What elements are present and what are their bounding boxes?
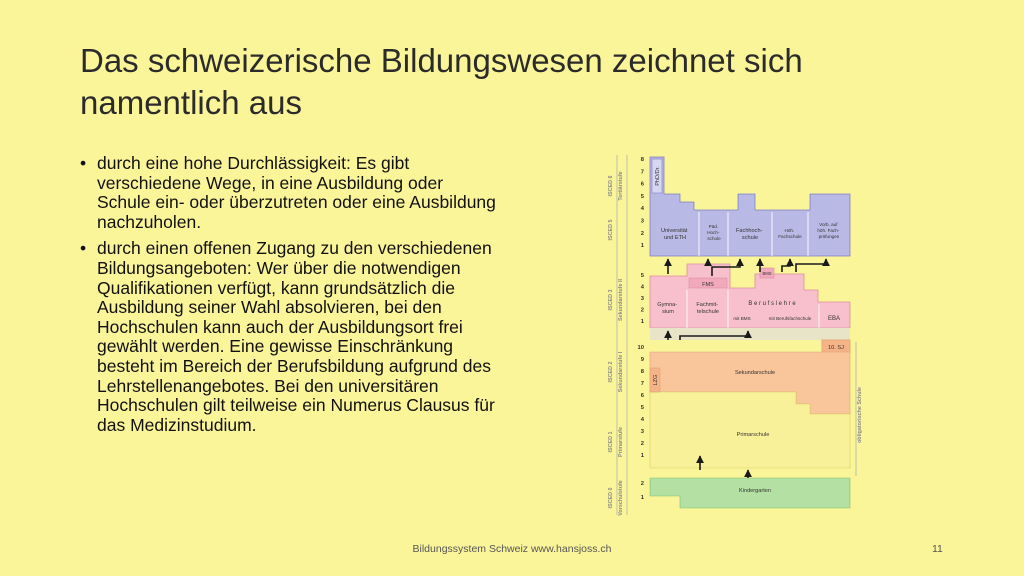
bullet-permeability: • durch eine hohe Durchlässigkeit: Es gibt verschiedene Wege, in eine Ausbildung oder Schule ein- oder überzutreten oder eine Ausbildung nachzuholen. (80, 154, 500, 232)
label-isced5: ISCED 5 (608, 219, 614, 241)
year-number-compulsory: 6 (640, 393, 644, 399)
label-sek1: Sekundarstufe I (618, 351, 624, 393)
fachmittel-label-line-1: Fachmit- (696, 302, 719, 308)
primarschule-label: Primarschule (736, 432, 770, 438)
year-numbers (638, 157, 645, 501)
eba-label: EBA (827, 316, 841, 322)
vorb-label (817, 222, 840, 239)
arrow-berufslehre-vorb (796, 259, 826, 272)
slide-footer: Bildungssystem Schweiz www.hansjoss.ch (412, 543, 612, 555)
year-number-compulsory: 5 (640, 405, 644, 411)
sekundarschule-label: Sekundarschule (734, 370, 776, 376)
year-number-compulsory: 10 (637, 345, 644, 351)
hf-label-line-2: Fachschule (778, 234, 802, 239)
bullet-open-access: • durch einen offenen Zugang zu den verschiedenen Bildungsangeboten: Wer über die notwendigen Qualifikationen verfügt, kann grundsätzlich die Ausbildung seiner Wahl absolvieren, bei den Hochschulen kann auch der Ausbildungsort frei gewählt werden. Eine gewisse Einschränkung besteht im Bereich der Berufsbildung aufgrund des Lehrstellenangebotes. Bei den universitären Hochschulen gilt teilweise ein Numerus Clausus für das Medizinstudium. (80, 239, 500, 435)
page-number: 11 (932, 543, 943, 555)
year-number-kg: 2 (640, 481, 644, 487)
year-number-compulsory: 1 (640, 453, 644, 459)
bullet-list (80, 154, 500, 442)
label-isced0: ISCED 0 (608, 487, 614, 509)
label-isced2: ISCED 2 (608, 361, 614, 383)
year-number-compulsory: 4 (640, 417, 644, 423)
ph-label-line-1: Päd. (708, 224, 719, 229)
year-number-sek2: 2 (640, 307, 644, 314)
vorb-label-line-2: höh. Fach- (817, 228, 840, 233)
phd-label: PhD/Dr. (655, 166, 661, 186)
label-isced3: ISCED 3 (608, 289, 614, 311)
uni-label-line-1: Universität (661, 228, 688, 234)
year-number-tertiary: 5 (640, 193, 644, 200)
vorb-label-line-1: Vorb. auf (819, 222, 838, 227)
kindergarten-label: Kindergarten (738, 488, 772, 494)
mit-berufsfachschule-label: mit Berufsfachschule (768, 316, 812, 321)
gym-label-line-2: sium (662, 309, 674, 315)
label-isced6: ISCED 6 (608, 175, 614, 197)
label-sek2: Sekundarstufe II (618, 279, 624, 321)
bms-label: BMS (762, 271, 772, 276)
label-isced1: ISCED 1 (608, 431, 614, 453)
fachmittel-label-line-2: telschule (696, 309, 720, 315)
year-number-compulsory: 2 (640, 441, 644, 447)
year-number-tertiary: 3 (640, 218, 644, 225)
year-number-sek2: 5 (640, 273, 644, 279)
uni-label-line-2: und ETH (663, 235, 687, 241)
year-number-kg: 1 (640, 495, 644, 501)
year-number-tertiary: 2 (640, 230, 644, 237)
vorb-label-line-3: prüfungen (818, 234, 840, 239)
year-number-sek2: 3 (640, 296, 644, 302)
year-number-tertiary: 6 (640, 181, 644, 188)
arrow-berufslehre-hf (782, 259, 790, 272)
sj10-label: 10. SJ (828, 345, 844, 351)
fh-label-line-2: schule (741, 235, 759, 241)
gym-label-line-1: Gymna- (657, 302, 678, 308)
fms-label: FMS (702, 282, 714, 288)
label-obligatory: obligatorische Schule (857, 386, 863, 444)
year-number-compulsory: 7 (640, 381, 644, 387)
year-number-tertiary: 1 (640, 243, 644, 250)
tertiary-block (650, 157, 850, 256)
uni-label (661, 228, 689, 241)
ph-label-line-2: Hoch- (707, 230, 720, 235)
year-number-tertiary: 7 (640, 169, 644, 176)
year-number-compulsory: 3 (640, 429, 644, 435)
lzg-label: LZG (653, 374, 659, 386)
label-primar: Primarstufe (618, 427, 624, 457)
mit-bms-label: mit BMS (733, 316, 751, 321)
label-tertiary: Tertiärstufe (618, 171, 624, 201)
ph-label (707, 224, 721, 241)
education-system-diagram (600, 150, 866, 522)
year-number-compulsory: 8 (640, 369, 644, 375)
year-number-tertiary: 8 (640, 157, 644, 163)
ph-label-line-3: schule (707, 236, 721, 241)
berufslehre-label: B e r u f s l e h r e (748, 301, 796, 307)
slide-title: Das schweizerische Bildungswesen zeichnet sich namentlich aus (80, 42, 803, 121)
year-number-tertiary: 4 (640, 206, 644, 213)
fachmittel-label (696, 302, 719, 315)
label-vorschul: Vorschulstufe (618, 480, 624, 516)
fh-label-line-1: Fachhoch- (736, 228, 763, 234)
year-number-sek2: 4 (640, 284, 644, 291)
hf-label-line-1: Höh. (784, 228, 795, 233)
year-number-sek2: 1 (640, 319, 644, 325)
year-number-compulsory: 9 (640, 357, 644, 363)
